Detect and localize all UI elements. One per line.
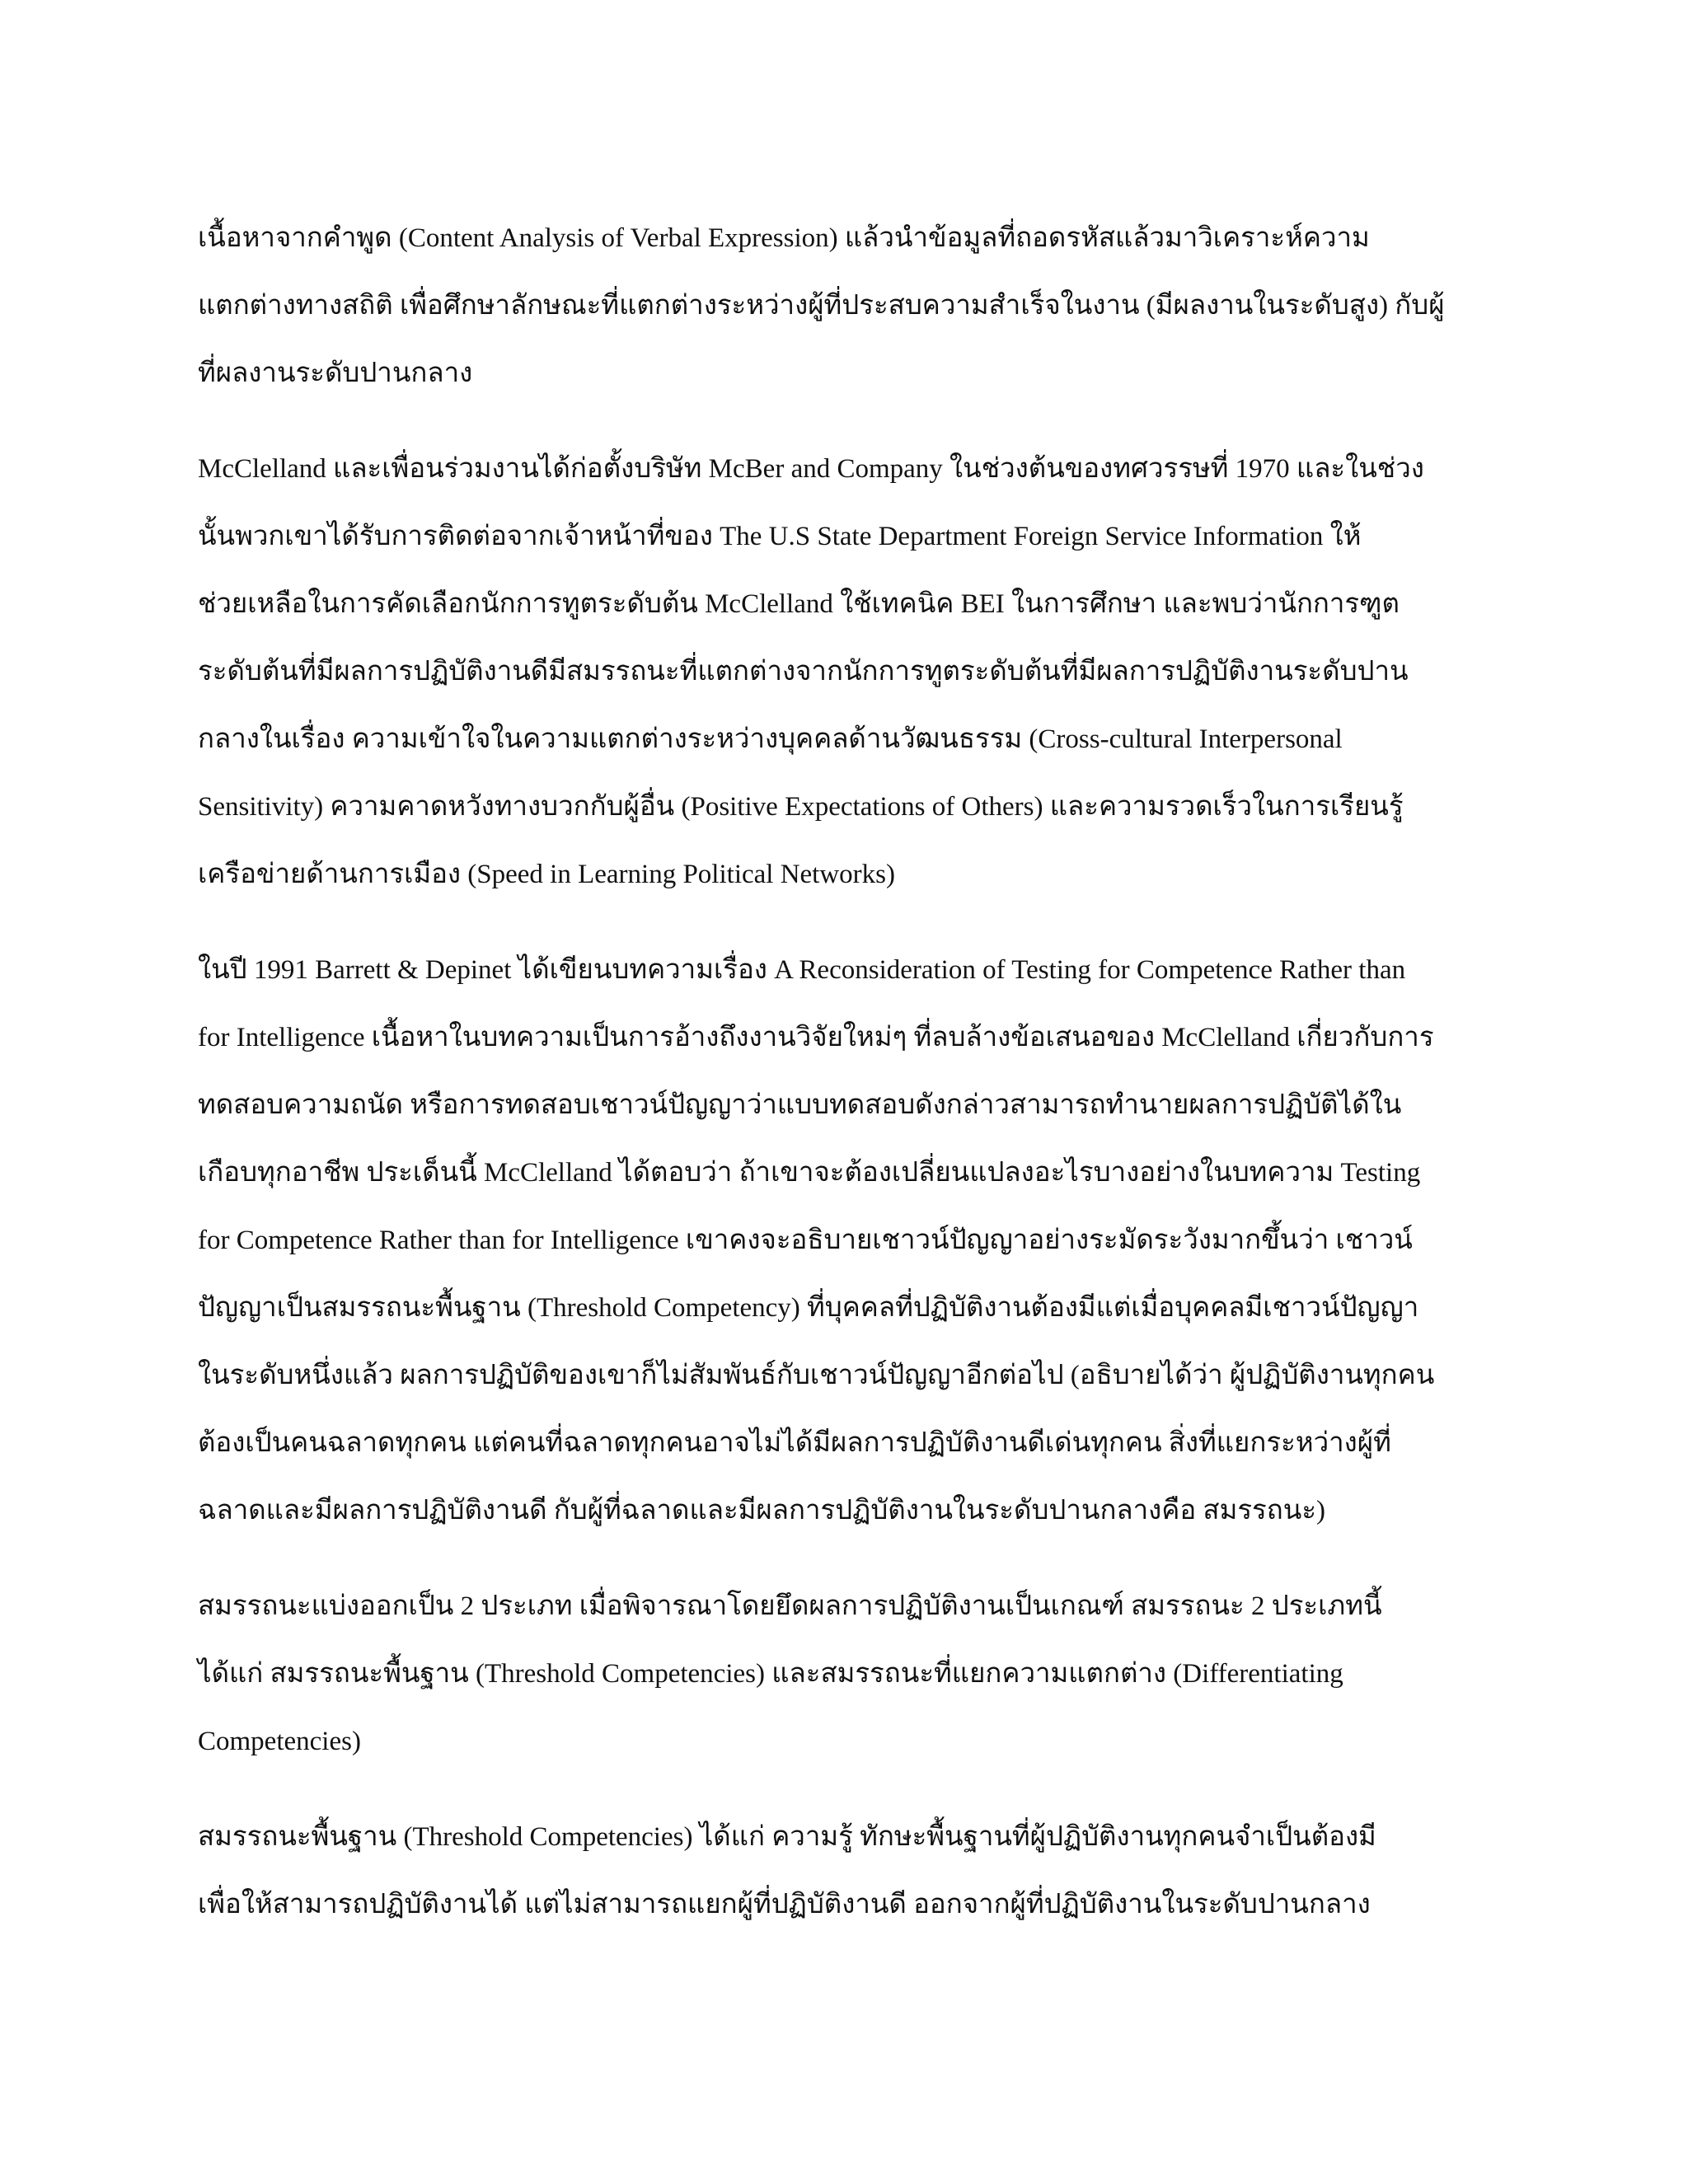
paragraph-2-line-7: เครือข่ายด้านการเมือง (Speed in Learning Political Networks)	[198, 860, 895, 889]
paragraph-2	[198, 435, 1500, 908]
paragraph-5-line-1: สมรรถนะพื้นฐาน (Threshold Competencies) ได้แก่ ความรู้ ทักษะพื้นฐานที่ผู้ปฏิบัติงานทุกคนจำเป็นต้องมี	[198, 1822, 1376, 1852]
paragraph-1-line-1: เนื้อหาจากคำพูด (Content Analysis of Verbal Expression) แล้วนำข้อมูลที่ถอดรหัสแล้วมาวิเคราะห์ความ	[198, 223, 1370, 253]
paragraph-3-line-5: for Competence Rather than for Intelligence เขาคงจะอธิบายเชาวน์ปัญญาอย่างระมัดระวังมากขึ้นว่า เชาวน์	[198, 1226, 1413, 1255]
paragraph-3-line-4: เกือบทุกอาชีพ ประเด็นนี้ McClelland ได้ตอบว่า ถ้าเขาจะต้องเปลี่ยนแปลงอะไรบางอย่างในบทความ Testing	[198, 1158, 1421, 1188]
paragraph-2-line-6: Sensitivity) ความคาดหวังทางบวกกับผู้อื่น (Positive Expectations of Others) และความรวดเร็วในการเรียนรู้	[198, 792, 1404, 822]
paragraph-3-line-9: ฉลาดและมีผลการปฏิบัติงานดี กับผู้ที่ฉลาดและมีผลการปฏิบัติงานในระดับปานกลางคือ สมรรถนะ)	[198, 1496, 1326, 1526]
document-body	[198, 204, 1500, 1966]
paragraph-2-line-4: ระดับต้นที่มีผลการปฏิบัติงานดีมีสมรรถนะที่แตกต่างจากนักการทูตระดับต้นที่มีผลการปฏิบัติงานระดับปาน	[198, 657, 1409, 687]
paragraph-3-line-2: for Intelligence เนื้อหาในบทความเป็นการอ้างถึงงานวิจัยใหม่ๆ ที่ลบล้างข้อเสนอของ McClelland เกี่ยวกับการ	[198, 1023, 1434, 1052]
paragraph-3-line-6: ปัญญาเป็นสมรรถนะพื้นฐาน (Threshold Competency) ที่บุคคลที่ปฏิบัติงานต้องมีแต่เมื่อบุคคลมีเชาวน์ปัญญา	[198, 1293, 1419, 1323]
paragraph-3-line-1: ในปี 1991 Barrett & Depinet ได้เขียนบทความเรื่อง A Reconsideration of Testing for Competence Rather than	[198, 955, 1406, 985]
paragraph-4-line-1: สมรรถนะแบ่งออกเป็น 2 ประเภท เมื่อพิจารณาโดยยึดผลการปฏิบัติงานเป็นเกณฑ์ สมรรถนะ 2 ประเภทนี้	[198, 1591, 1382, 1621]
paragraph-4	[198, 1572, 1500, 1775]
paragraph-2-line-3: ช่วยเหลือในการคัดเลือกนักการทูตระดับต้น McClelland ใช้เทคนิค BEI ในการศึกษา และพบว่านักการฑูต	[198, 589, 1400, 619]
paragraph-4-line-2: ได้แก่ สมรรถนะพื้นฐาน (Threshold Competencies) และสมรรถนะที่แยกความแตกต่าง (Differentiating	[198, 1659, 1343, 1689]
paragraph-5	[198, 1803, 1500, 1938]
paragraph-4-line-3: Competencies)	[198, 1727, 361, 1756]
paragraph-2-line-5: กลางในเรื่อง ความเข้าใจในความแตกต่างระหว่างบุคคลด้านวัฒนธรรม (Cross-cultural Interpersonal	[198, 724, 1343, 754]
paragraph-2-line-1: McClelland และเพื่อนร่วมงานได้ก่อตั้งบริษัท McBer and Company ในช่วงต้นของทศวรรษที่ 1970 และในช่วง	[198, 454, 1424, 484]
paragraph-3	[198, 936, 1500, 1544]
paragraph-1-line-2: แตกต่างทางสถิติ เพื่อศึกษาลักษณะที่แตกต่างระหว่างผู้ที่ประสบความสำเร็จในงาน (มีผลงานในระดับสูง) กับผู้	[198, 291, 1445, 321]
paragraph-5-line-2: เพื่อให้สามารถปฏิบัติงานได้ แต่ไม่สามารถแยกผู้ที่ปฏิบัติงานดี ออกจากผู้ที่ปฏิบัติงานในระดับปานกลาง	[198, 1890, 1371, 1919]
paragraph-1-line-3: ที่ผลงานระดับปานกลาง	[198, 359, 473, 388]
paragraph-1	[198, 204, 1500, 407]
paragraph-3-line-3: ทดสอบความถนัด หรือการทดสอบเชาวน์ปัญญาว่าแบบทดสอบดังกล่าวสามารถทำนายผลการปฏิบัติได้ใน	[198, 1090, 1402, 1120]
paragraph-3-line-7: ในระดับหนึ่งแล้ว ผลการปฏิบัติของเขาก็ไม่สัมพันธ์กับเชาวน์ปัญญาอีกต่อไป (อธิบายได้ว่า ผู้ปฏิบัติงานทุกคน	[198, 1361, 1435, 1390]
paragraph-2-line-2: นั้นพวกเขาได้รับการติดต่อจากเจ้าหน้าที่ของ The U.S State Department Foreign Service Information ให้	[198, 522, 1362, 551]
paragraph-3-line-8: ต้องเป็นคนฉลาดทุกคน แต่คนที่ฉลาดทุกคนอาจไม่ได้มีผลการปฏิบัติงานดีเด่นทุกคน สิ่งที่แยกระหว่างผู้ที่	[198, 1428, 1391, 1458]
